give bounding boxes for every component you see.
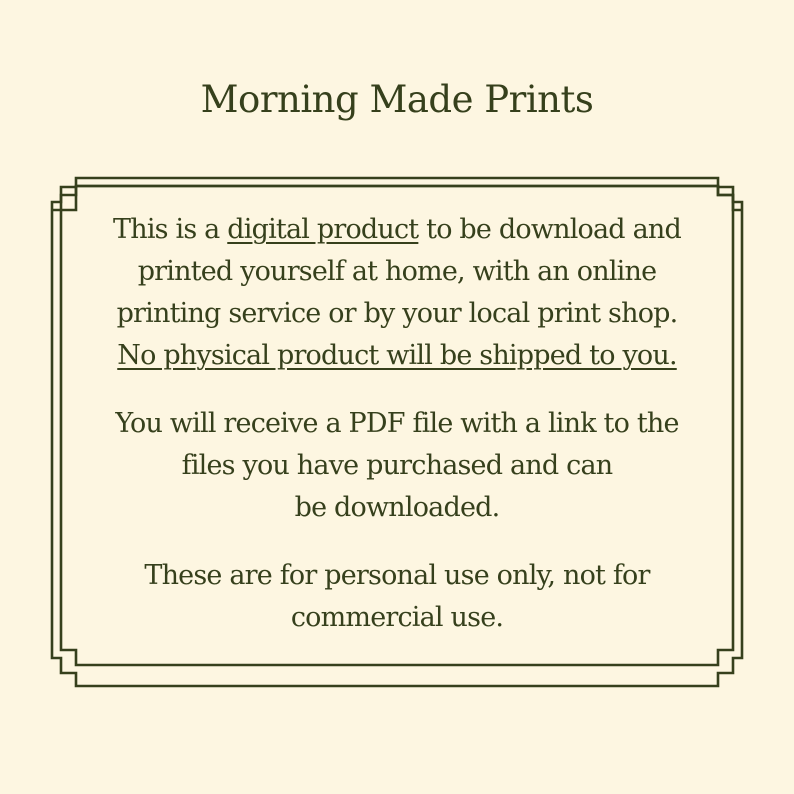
- notice-line: be downloaded.: [294, 492, 500, 523]
- usage-notice: [110, 555, 684, 639]
- notice-line: These are for personal use only, not for: [144, 560, 650, 591]
- pdf-delivery-notice: [110, 403, 684, 529]
- digital-product-link: digital product: [227, 214, 419, 245]
- no-shipping-notice: No physical product will be shipped to you.: [117, 340, 677, 371]
- notice-line: You will receive a PDF file with a link to the: [115, 408, 679, 439]
- notice-line: files you have purchased and can: [181, 450, 613, 481]
- notice-line: commercial use.: [290, 602, 504, 633]
- brand-title: Morning Made Prints: [200, 78, 594, 121]
- notice-line: printed yourself at home, with an online: [137, 256, 657, 287]
- frame-inner-border: [52, 186, 742, 210]
- notice-line: printing service or by your local print shop.: [116, 298, 678, 329]
- notice-line: This is a digital product to be download and: [113, 214, 681, 245]
- digital-product-notice: [110, 209, 684, 377]
